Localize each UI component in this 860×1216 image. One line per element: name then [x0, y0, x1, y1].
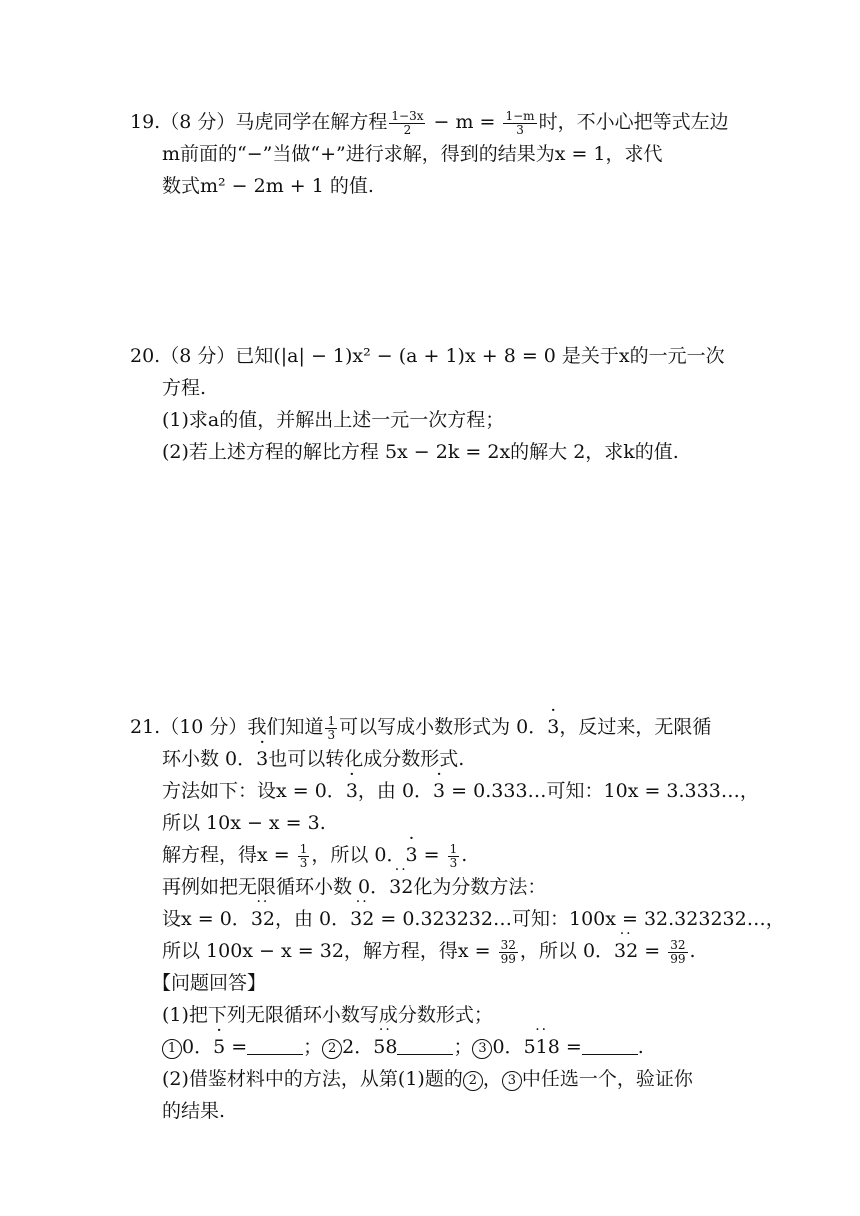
- q21-fraction-2: [298, 843, 310, 870]
- q21-text: 0．: [492, 1036, 524, 1058]
- q19-line-1: [130, 106, 740, 138]
- q21-text: 化为分数方法：: [413, 876, 547, 898]
- q21-text: = 0.333…可知：10x = 3.333…，: [445, 780, 759, 802]
- q19-line-2: m前面的“−”当做“+”进行求解，得到的结果为x = 1，求代: [162, 143, 663, 165]
- numerator: 32: [670, 937, 686, 952]
- answer-blank-2[interactable]: [397, 1036, 453, 1055]
- denominator: 3: [516, 122, 524, 137]
- q21-line-5: [130, 839, 740, 871]
- q19-text: 马虎同学在解方程: [235, 111, 388, 133]
- q21-text: 解方程，得x =: [162, 844, 296, 866]
- circled-number-2: 2: [463, 1071, 483, 1091]
- q20-score: （8 分）: [160, 345, 236, 367]
- q19-number: 19.: [130, 111, 161, 133]
- repeating-digit: · 3: [406, 839, 418, 871]
- q19-text: − m =: [427, 111, 502, 133]
- q21-text: .: [637, 1036, 644, 1058]
- numerator: 1: [327, 713, 336, 728]
- q21-line-2: [130, 743, 740, 775]
- q21-text: ，由 0．: [357, 780, 434, 802]
- q21-line-3: [130, 775, 759, 807]
- q20-number: 20.: [130, 345, 161, 367]
- q21-text: ，所以 0．: [311, 844, 406, 866]
- q21-text: = 0.323232…可知：100x = 32.323232…，: [374, 908, 785, 930]
- numerator: 1: [299, 841, 308, 856]
- q21-text: 也可以转化成分数形式.: [268, 748, 465, 770]
- numerator: 32: [500, 937, 516, 952]
- q21-text: =: [559, 1036, 582, 1058]
- denominator: 3: [327, 727, 336, 742]
- question-21: [130, 711, 785, 1127]
- q21-line-6: [130, 871, 740, 903]
- q21-text: ，: [482, 1068, 502, 1090]
- denominator: 99: [670, 951, 686, 966]
- q21-text: 我们知道: [247, 716, 324, 738]
- repeating-digits: ·· 58: [373, 1031, 397, 1063]
- q21-line-8: [130, 935, 740, 967]
- q21-text: =: [638, 940, 667, 962]
- q21-part-1: (1)把下列无限循环小数写成分数形式；: [162, 1004, 493, 1026]
- q21-section-heading: 【问题回答】: [152, 972, 267, 994]
- denominator: 99: [500, 951, 516, 966]
- repeating-digits: ·· 32: [614, 935, 638, 967]
- repeating-digit: · 3: [256, 743, 268, 775]
- circled-number-3: 3: [502, 1071, 522, 1091]
- repeating-digit: · 3: [346, 775, 358, 807]
- q21-fraction-5: [668, 939, 687, 966]
- q21-fraction-4: [499, 939, 518, 966]
- q20-line-1: [130, 340, 740, 372]
- q21-text: .: [689, 940, 696, 962]
- q20-part-2: (2)若上述方程的解比方程 5x − 2k = 2x的解大 2，求k的值.: [162, 441, 679, 463]
- q19-score: （8 分）: [160, 111, 236, 133]
- q21-text: ；: [303, 1036, 323, 1058]
- repeating-digits: ·· 32: [350, 903, 374, 935]
- q21-text: ，反过来，无限循: [559, 716, 712, 738]
- denominator: 2: [403, 122, 412, 137]
- q20-text: 已知(|a| − 1)x² − (a + 1)x + 8 = 0 是关于x的一元一次: [235, 345, 725, 367]
- repeating-digits: ·· 32: [389, 871, 413, 903]
- circled-number-2: 2: [322, 1039, 342, 1059]
- answer-blank-1[interactable]: [247, 1036, 303, 1055]
- q20-part-1: (1)求a的值，并解出上述一元一次方程；: [162, 409, 505, 431]
- q21-part-1-items: [130, 1031, 740, 1063]
- q21-line-4: 所以 10x − x = 3.: [162, 812, 326, 834]
- answer-blank-3[interactable]: [582, 1036, 638, 1055]
- q21-score: （10 分）: [160, 716, 248, 738]
- repeating-digit: · 5: [213, 1031, 225, 1063]
- numerator: 1: [449, 841, 458, 856]
- q19-text: 时，不小心把等式左边: [538, 111, 729, 133]
- numerator: 1−m: [505, 108, 535, 123]
- q21-text: ，由 0．: [275, 908, 351, 930]
- q21-text: =: [225, 1036, 248, 1058]
- q21-text: ，所以 0．: [519, 940, 615, 962]
- denominator: 3: [449, 855, 458, 870]
- question-20: [130, 340, 740, 468]
- repeating-digits: ·· 32: [251, 903, 275, 935]
- q21-text: 所以 100x − x = 32，解方程，得x =: [162, 940, 497, 962]
- question-19: [130, 106, 740, 202]
- q21-line-13: 的结果.: [162, 1100, 226, 1122]
- q21-text: 可以写成小数形式为 0．: [339, 716, 548, 738]
- q21-text: =: [417, 844, 446, 866]
- q21-text: 环小数 0．: [162, 748, 257, 770]
- repeating-digits: ·· 518: [524, 1031, 560, 1063]
- q21-text: 2．: [342, 1036, 374, 1058]
- q21-fraction-1: [325, 715, 337, 742]
- q21-fraction-3: [448, 843, 460, 870]
- q21-text: 0．: [182, 1036, 214, 1058]
- q19-fraction-1: [389, 110, 425, 137]
- q19-fraction-2: [503, 110, 536, 137]
- q21-number: 21.: [130, 716, 161, 738]
- repeating-digit: · 3: [547, 711, 559, 743]
- q21-text: (2)借鉴材料中的方法，从第(1)题的: [162, 1068, 463, 1090]
- q21-text: 再例如把无限循环小数 0．: [162, 876, 390, 898]
- q19-line-3: 数式m² − 2m + 1 的值.: [162, 175, 374, 197]
- circled-number-3: 3: [472, 1039, 492, 1059]
- q21-part-2: [130, 1063, 740, 1095]
- circled-number-1: 1: [162, 1039, 182, 1059]
- q21-text: 设x = 0．: [162, 908, 251, 930]
- q21-line-7: [130, 903, 785, 935]
- q21-text: ；: [453, 1036, 473, 1058]
- q21-text: 中任选一个，验证你: [521, 1068, 693, 1090]
- q21-text: 方法如下：设x = 0．: [162, 780, 346, 802]
- repeating-digit: · 3: [433, 775, 445, 807]
- numerator: 1−3x: [391, 108, 424, 123]
- q21-text: .: [461, 844, 468, 866]
- q20-line-2: 方程.: [162, 377, 207, 399]
- q21-line-1: [130, 711, 740, 743]
- denominator: 3: [299, 855, 308, 870]
